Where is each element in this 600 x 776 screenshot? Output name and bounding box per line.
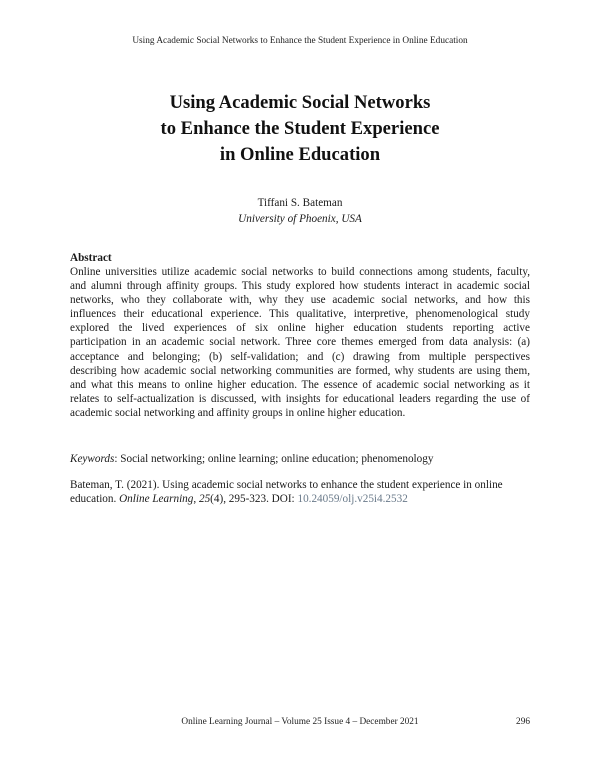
abstract-line: and alumni through affinity groups. This study explored how students interact in academic social	[70, 280, 530, 293]
keywords-text: : Social networking; online learning; online education; phenomenology	[114, 453, 434, 465]
citation-issue-pages: (4), 295-323. DOI:	[210, 493, 298, 506]
title-line-2: to Enhance the Student Experience	[160, 118, 440, 139]
citation-journal: Online Learning	[119, 493, 194, 506]
abstract-body	[70, 265, 530, 420]
author-affiliation: University of Phoenix, USA	[238, 213, 362, 225]
abstract-line: and what this means to online higher education. The essence of academic social networking as it	[70, 378, 530, 391]
abstract-line: describing how academic social networking communities are formed, why students are using them,	[70, 364, 530, 377]
keywords	[70, 452, 530, 466]
citation-prefix: education.	[70, 493, 120, 506]
running-head: Using Academic Social Networks to Enhance the Student Experience in Online Education	[132, 36, 468, 46]
abstract-line: influences their educational experience. This qualitative, interpretive, phenomenological study	[70, 308, 530, 321]
citation	[70, 478, 530, 506]
abstract-line: relates to self-actualization is discussed, with insights for educational leaders regarding the use of	[70, 392, 530, 405]
citation-sep: ,	[193, 493, 199, 506]
paper-title	[0, 90, 600, 168]
abstract-line: academic social networking and affinity groups in online higher education.	[70, 406, 406, 419]
abstract-line: networks, who they collaborate with, why they use academic social networks, and how this	[70, 294, 530, 307]
citation-line-1: Bateman, T. (2021). Using academic social networks to enhance the student experience in online	[70, 479, 503, 491]
abstract-line: Online universities utilize academic social networks to build connections among students, faculty,	[70, 266, 530, 278]
abstract-line: acceptance and belonging; (b) self-validation; and (c) drawing from multiple perspectives	[70, 350, 530, 363]
author-block	[0, 195, 600, 227]
title-line-3: in Online Education	[219, 144, 381, 165]
abstract-line: explored the lived experiences of six online higher education students reporting active	[70, 322, 530, 335]
keywords-label: Keywords	[70, 453, 115, 465]
citation-line-2	[70, 492, 530, 506]
doi-link[interactable]: 10.24059/olj.v25i4.2532	[297, 493, 408, 506]
footer-journal-info: Online Learning Journal – Volume 25 Issue 4 – December 2021	[181, 717, 419, 727]
author-name: Tiffani S. Bateman	[257, 197, 343, 209]
page-number: 296	[516, 717, 530, 727]
abstract-line: participation in an academic social network. Three core themes emerged from data analysis: (a)	[70, 336, 530, 349]
citation-volume: 25	[198, 493, 211, 506]
abstract-heading: Abstract	[70, 252, 112, 264]
title-line-1: Using Academic Social Networks	[169, 92, 431, 113]
